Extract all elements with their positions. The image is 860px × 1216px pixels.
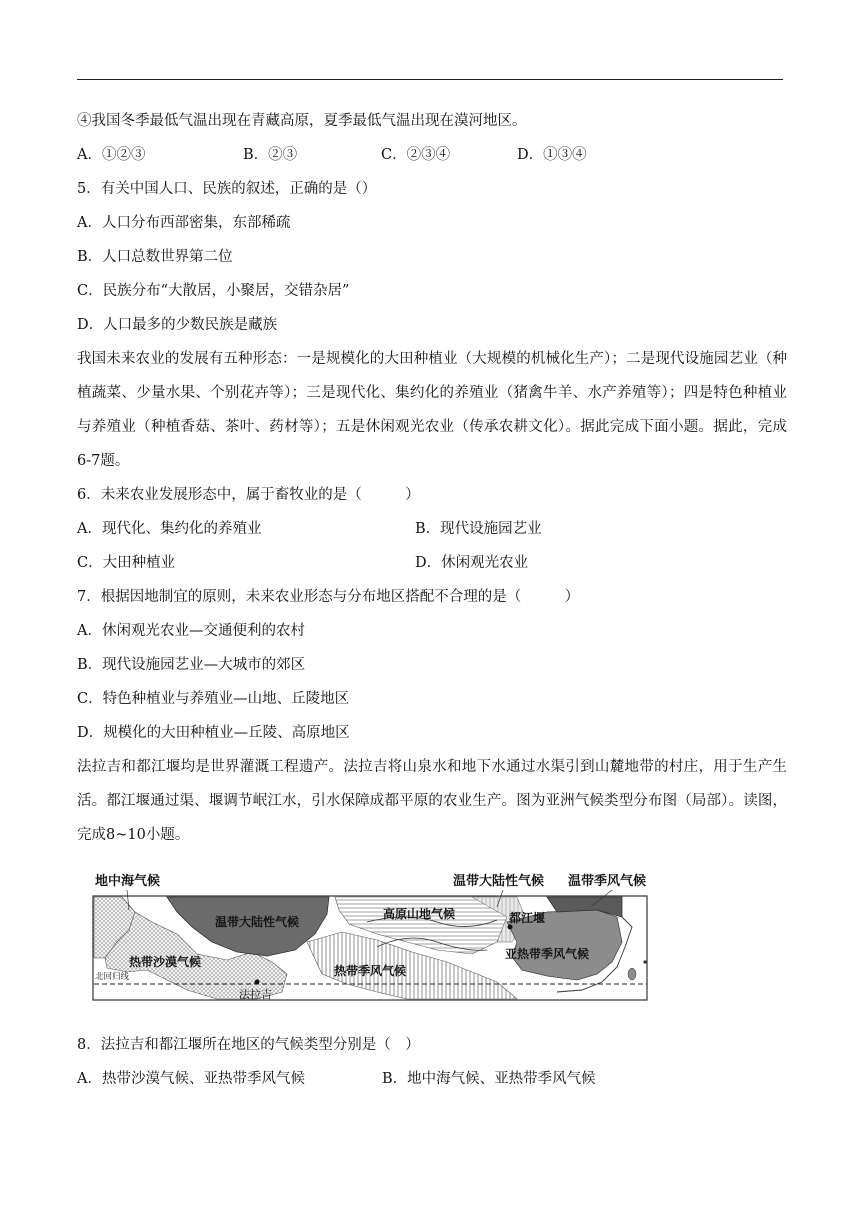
label-mediterranean: 地中海气候 — [95, 874, 161, 889]
q6-option-b: B．现代设施园艺业 — [415, 521, 542, 537]
q4-option-c: C．②③④ — [381, 147, 451, 163]
q5-option-d: D．人口最多的少数民族是藏族 — [77, 317, 278, 333]
q5-option-b: B．人口总数世界第二位 — [77, 249, 233, 265]
q7-option-c: C．特色种植业与养殖业—山地、丘陵地区 — [77, 691, 350, 707]
q8-option-b: B．地中海气候、亚热带季风气候 — [382, 1071, 596, 1087]
falaj-marker — [255, 980, 260, 985]
q6-stem: 6．未来农业发展形态中，属于畜牧业的是（ ） — [77, 487, 420, 503]
q7-stem: 7．根据因地制宜的原则，未来农业形态与分布地区搭配不合理的是（ ） — [77, 589, 580, 605]
q6-option-c: C．大田种植业 — [77, 555, 176, 571]
passage-irrigation: 法拉吉和都江堰均是世界灌溉工程遗产。法拉吉将山泉水和地下水通过水渠引到山麓地带的村庄，用于生产生活。都江堰通过渠、堰调节岷江水，引水保障成都平原的农业生产。图为亚洲气候类型分布图（局部）。读图，完成8~10小题。 — [77, 759, 787, 843]
q8-option-a: A．热带沙漠气候、亚热带季风气候 — [77, 1071, 305, 1087]
label-tropical-monsoon: 热带季风气候 — [334, 964, 407, 978]
label-temperate-continental-top: 温带大陆性气候 — [453, 874, 545, 889]
label-tropic-of-cancer: 北回归线 — [95, 972, 130, 982]
label-temperate-continental-inner: 温带大陆性气候 — [215, 915, 300, 929]
island-taiwan — [628, 968, 636, 980]
label-falaj: 法拉吉 — [239, 988, 272, 1001]
island-dot — [643, 960, 646, 963]
q6-option-a: A．现代化、集约化的养殖业 — [77, 521, 262, 537]
q4-option-d: D．①③④ — [517, 147, 587, 163]
q7-option-d: D．规模化的大田种植业—丘陵、高原地区 — [77, 725, 350, 741]
q7-option-a: A．休闲观光农业—交通便利的农村 — [77, 623, 305, 639]
q5-option-c: C．民族分布“大散居，小聚居，交错杂居” — [77, 283, 350, 299]
q4-option-a: A．①②③ — [77, 147, 146, 163]
asia-climate-map — [77, 862, 659, 1002]
passage-agriculture: 我国未来农业的发展有五种形态：一是规模化的大田种植业（大规模的机械化生产）；二是现代设施园艺业（种植蔬菜、少量水果、个别花卉等）；三是现代化、集约化的养殖业（猪禽牛羊、水产养殖等）；四是特色种植业与养殖业（种植香菇、茶叶、药材等）；五是休闲观光农业（传承农耕文化）。据此完成下面小题。据此，完成6-7题。 — [77, 351, 787, 469]
q7-option-b: B．现代设施园艺业—大城市的郊区 — [77, 657, 306, 673]
header-rule — [77, 79, 783, 80]
label-tropical-desert: 热带沙漠气候 — [129, 955, 202, 969]
label-subtropical-monsoon: 亚热带季风气候 — [505, 947, 590, 961]
q5-option-a: A．人口分布西部密集，东部稀疏 — [77, 215, 291, 231]
q6-option-d: D．休闲观光农业 — [415, 555, 529, 571]
label-temperate-monsoon: 温带季风气候 — [568, 874, 647, 889]
dujiangyan-marker — [508, 925, 513, 930]
label-dujiangyan: 都江堰 — [509, 911, 546, 925]
q4-statement-4: ④我国冬季最低气温出现在青藏高原，夏季最低气温出现在漠河地区。 — [77, 113, 527, 129]
q4-option-b: B．②③ — [243, 147, 298, 163]
q8-stem: 8．法拉吉和都江堰所在地区的气候类型分别是（ ） — [77, 1037, 420, 1053]
q5-stem: 5．有关中国人口、民族的叙述，正确的是（） — [77, 181, 377, 197]
label-highland: 高原山地气候 — [383, 907, 456, 921]
